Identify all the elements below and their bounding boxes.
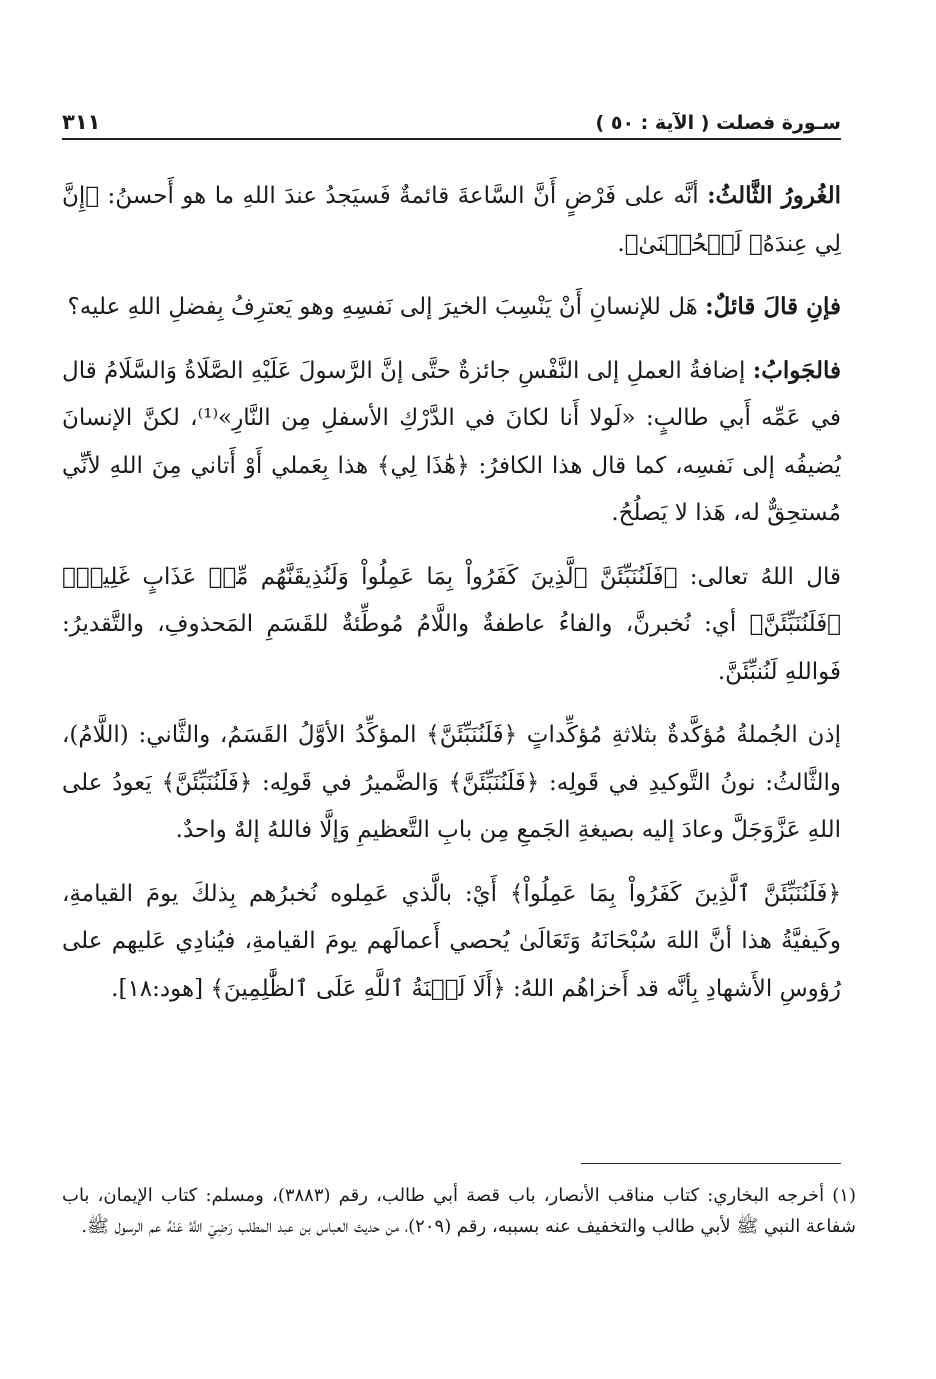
running-title: سـورة فصلت ( الآية : ٥٠ ) <box>595 112 841 134</box>
paragraph-question <box>62 283 841 332</box>
footnote-divider <box>581 1163 841 1164</box>
page-header <box>62 98 841 134</box>
main-text <box>62 172 841 1028</box>
header-divider <box>62 138 841 140</box>
paragraph-lead: الغُرورُ الثَّالثُ: <box>707 182 841 209</box>
paragraph-answer <box>62 347 841 538</box>
paragraph-third-delusion <box>62 172 841 268</box>
paragraph-lead: فإنِ قالَ قائلٌ: <box>705 293 841 320</box>
paragraph-body: ﴿فَلَنُنَبِّئَنَّ ٱلَّذِينَ كَفَرُواْ بِمَا عَمِلُواْ﴾ أَيْ: بالَّذي عَمِلوه نُخبرُهم بِذلكَ يومَ القيامةِ، وكَيفيَّةُ هذا أنَّ اللهَ سُبْحَانَهُ وَتَعَالَىٰ يُحصي أَعمالَهم يومَ القيامةِ، فيُنادِي عَليهم على رُؤوسِ الأَشهادِ بِأنَّه قد أَخزاهُم اللهُ: ﴿أَلَا لَعۡنَةُ ٱللَّهِ عَلَى ٱلظَّٰلِمِينَ﴾ [هود:١٨]. <box>62 880 841 1002</box>
paragraph-body: قال اللهُ تعالى: ﴿فَلَنُنَبِّئَنَّ ٱلَّذِينَ كَفَرُواْ بِمَا عَمِلُواْ وَلَنُذِيقَنَّهُم مِّنۡ عَذَابٍ غَلِيظٖ﴾ ﴿فَلَنُنَبِّئَنَّ﴾ أي: نُخبرنَّ، والفاءُ عاطفةٌ واللَّامُ مُوطِّئةٌ للقَسَمِ المَحذوفِ، والتَّقديرُ: فَواللهِ لَنُنبِّئَنَّ. <box>62 563 841 685</box>
paragraph-verse-explanation <box>62 553 841 697</box>
paragraph-lead: فالجَوابُ: <box>752 356 841 384</box>
paragraph-body: إذن الجُملةُ مُؤكَّدةٌ بثلاثةِ مُؤكِّداتٍ ﴿فَلَنُنَبِّئَنَّ﴾ المؤكِّدُ الأوَّلُ القَسَمُ، والثَّاني: (اللَّامُ)، والثَّالثُ: نونُ التَّوكيدِ في قَولِه: ﴿فَلَنُنَبِّئَنَّ﴾ وَالضَّميرُ في قَولِه: ﴿فَلَنُنَبِّئَنَّ﴾ يَعودُ على اللهِ عَزَّوَجَلَّ وعادَ إليه بصيغةِ الجَمعِ مِن بابِ التَّعظيمِ وَإلَّا فاللهُ إلهٌ واحدٌ. <box>62 722 841 843</box>
paragraph-body: إضافةُ العملِ إلى النَّفْسِ جائزةٌ حتَّى إنَّ الرَّسولَ عَلَيْهِ الصَّلَاةُ وَالسَّلَامُ قال في عَمِّه أَبي طالبٍ: «لَولا أَنا لكانَ في الدَّرْكِ الأسفلِ مِن النَّارِ»⁽¹⁾، لكنَّ الإنسانَ يُضيفُه إلى نَفسِه، كما قال هذا الكافرُ: ﴿هَٰذَا لِي﴾ هذا بِعَملي أَوْ أَتاني مِنَ اللهِ لأنِّي مُستحِقٌّ له، هَذا لا يَصلُحُ. <box>62 357 841 526</box>
footnote: (١) أخرجه البخاري: كتاب مناقب الأنصار، باب قصة أبي طالب، رقم (٣٨٨٣)، ومسلم: كتاب الإيمان، باب شفاعة النبي ﷺ لأبي طالب والتخفيف عنه بسببه، رقم (٢٠٩)، من حديث العباس بن عبد المطلب رَضِيَ اللَّهُ عَنْهُ عم الرسول ﷺ. <box>62 1185 856 1237</box>
page-number: ٣١١ <box>62 110 101 134</box>
paragraph-judgment-day <box>62 870 841 1014</box>
paragraph-body: أنَّه على فَرْضٍ أَنَّ السَّاعةَ قائمةٌ فَسيَجدُ عندَ اللهِ ما هو أَحسنُ: ﴿إِنَّ لِي عِندَهُۥ لَلۡحُسۡنَىٰ﴾. <box>62 183 841 257</box>
paragraph-body: هَل للإنسانِ أَنْ يَنْسِبَ الخيرَ إلى نَفسِهِ وهو يَعترِفُ بِفضلِ اللهِ عليه؟ <box>67 294 706 320</box>
paragraph-emphasis <box>62 711 841 855</box>
